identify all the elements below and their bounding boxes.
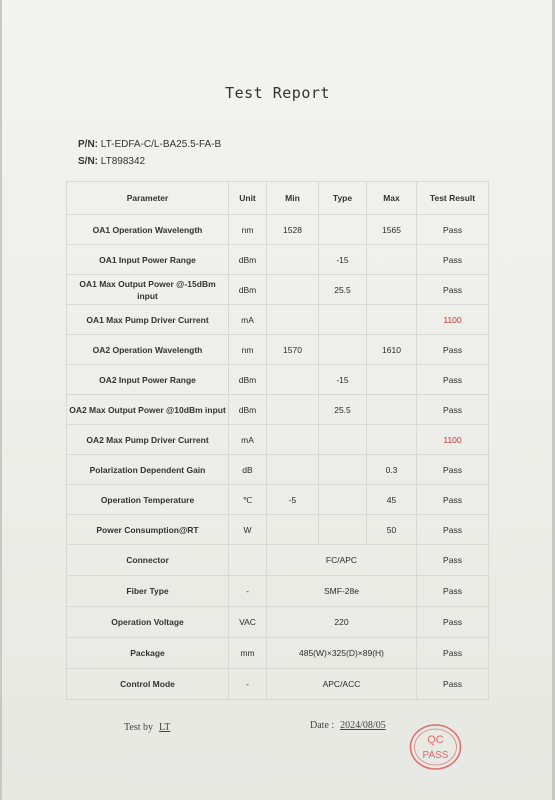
row-unit: dBm <box>229 395 267 425</box>
row-unit: dBm <box>229 245 267 275</box>
row-type: 25.5 <box>319 395 367 425</box>
header-unit: Unit <box>229 182 267 215</box>
row-type: -15 <box>319 245 367 275</box>
row-result: 1100 <box>417 305 489 335</box>
table-row <box>67 335 489 365</box>
row-unit: nm <box>229 335 267 365</box>
row-result: Pass <box>417 515 489 545</box>
row-max: 50 <box>367 515 417 545</box>
test-report-table <box>66 181 489 700</box>
row-unit: mm <box>229 638 267 669</box>
table-row <box>67 395 489 425</box>
row-type <box>319 515 367 545</box>
row-result: Pass <box>417 275 489 305</box>
row-result: Pass <box>417 395 489 425</box>
row-value: 485(W)×325(D)×89(H) <box>267 638 417 669</box>
row-max <box>367 305 417 335</box>
row-max: 45 <box>367 485 417 515</box>
row-result: Pass <box>417 455 489 485</box>
row-parameter: OA1 Input Power Range <box>67 245 229 275</box>
row-type <box>319 215 367 245</box>
table-row <box>67 638 489 669</box>
row-min <box>267 515 319 545</box>
row-parameter: OA1 Max Output Power @-15dBm input <box>67 275 229 305</box>
row-value: 220 <box>267 607 417 638</box>
table-row <box>67 245 489 275</box>
table-row <box>67 515 489 545</box>
row-parameter: OA1 Max Pump Driver Current <box>67 305 229 335</box>
serial-number-value: LT898342 <box>100 156 146 167</box>
row-result: 1100 <box>417 425 489 455</box>
row-result: Pass <box>417 365 489 395</box>
row-min <box>267 455 319 485</box>
row-min: 1528 <box>267 215 319 245</box>
row-result: Pass <box>417 638 489 669</box>
page-title: Test Report <box>225 84 330 102</box>
row-min: 1570 <box>267 335 319 365</box>
table-row <box>67 669 489 700</box>
row-type: 25.5 <box>319 275 367 305</box>
row-unit: dBm <box>229 275 267 305</box>
row-unit: W <box>229 515 267 545</box>
date-label: Date : <box>310 720 335 731</box>
row-min <box>267 245 319 275</box>
row-max <box>367 395 417 425</box>
table-row <box>67 576 489 607</box>
row-result: Pass <box>417 215 489 245</box>
row-result: Pass <box>417 335 489 365</box>
row-result: Pass <box>417 545 489 576</box>
part-number-value: LT-EDFA-C/L-BA25.5-FA-B <box>100 139 222 150</box>
row-min <box>267 365 319 395</box>
row-parameter: OA2 Input Power Range <box>67 365 229 395</box>
row-max <box>367 365 417 395</box>
serial-number-label: S/N: <box>78 156 98 167</box>
row-type <box>319 485 367 515</box>
qc-pass-stamp <box>408 722 463 772</box>
row-type <box>319 425 367 455</box>
part-number <box>78 139 221 150</box>
row-value: APC/ACC <box>267 669 417 700</box>
stamp-outer-ring <box>411 725 461 769</box>
row-result: Pass <box>417 576 489 607</box>
row-parameter: OA2 Operation Wavelength <box>67 335 229 365</box>
row-type <box>319 455 367 485</box>
row-parameter: Operation Voltage <box>67 607 229 638</box>
row-type: -15 <box>319 365 367 395</box>
test-by-value: LT <box>159 722 171 733</box>
row-result: Pass <box>417 245 489 275</box>
row-unit <box>229 545 267 576</box>
stamp-text-top: QC <box>427 734 444 746</box>
row-parameter: Package <box>67 638 229 669</box>
row-min <box>267 395 319 425</box>
table-row <box>67 275 489 305</box>
row-unit: dB <box>229 455 267 485</box>
row-min: -5 <box>267 485 319 515</box>
table-row <box>67 215 489 245</box>
table-header-row <box>67 182 489 215</box>
table-row <box>67 365 489 395</box>
header-parameter: Parameter <box>67 182 229 215</box>
row-value: FC/APC <box>267 545 417 576</box>
row-parameter: Fiber Type <box>67 576 229 607</box>
header-type: Type <box>319 182 367 215</box>
row-parameter: Control Mode <box>67 669 229 700</box>
row-unit: mA <box>229 305 267 335</box>
table-row <box>67 455 489 485</box>
table-row <box>67 607 489 638</box>
row-max <box>367 245 417 275</box>
header-max: Max <box>367 182 417 215</box>
row-parameter: OA2 Max Pump Driver Current <box>67 425 229 455</box>
row-max: 0.3 <box>367 455 417 485</box>
part-number-label: P/N: <box>78 139 98 150</box>
row-min <box>267 275 319 305</box>
row-parameter: OA1 Operation Wavelength <box>67 215 229 245</box>
table-row <box>67 425 489 455</box>
row-unit: - <box>229 576 267 607</box>
header-test-result: Test Result <box>417 182 489 215</box>
row-unit: nm <box>229 215 267 245</box>
row-unit: ℃ <box>229 485 267 515</box>
row-result: Pass <box>417 607 489 638</box>
row-value: SMF-28e <box>267 576 417 607</box>
serial-number <box>78 156 145 167</box>
row-unit: VAC <box>229 607 267 638</box>
row-type <box>319 335 367 365</box>
row-type <box>319 305 367 335</box>
row-parameter: OA2 Max Output Power @10dBm input <box>67 395 229 425</box>
row-max: 1610 <box>367 335 417 365</box>
stamp-text-bottom: PASS <box>422 750 449 761</box>
row-max: 1565 <box>367 215 417 245</box>
row-min <box>267 305 319 335</box>
row-unit: mA <box>229 425 267 455</box>
row-min <box>267 425 319 455</box>
row-unit: dBm <box>229 365 267 395</box>
row-parameter: Connector <box>67 545 229 576</box>
row-result: Pass <box>417 485 489 515</box>
table-row <box>67 545 489 576</box>
date-value: 2024/08/05 <box>340 720 386 731</box>
row-parameter: Operation Temperature <box>67 485 229 515</box>
row-result: Pass <box>417 669 489 700</box>
row-max <box>367 425 417 455</box>
row-max <box>367 275 417 305</box>
test-by <box>124 722 170 733</box>
header-min: Min <box>267 182 319 215</box>
row-parameter: Polarization Dependent Gain <box>67 455 229 485</box>
row-unit: - <box>229 669 267 700</box>
table-row <box>67 485 489 515</box>
table-row <box>67 305 489 335</box>
test-by-label: Test by <box>124 722 154 733</box>
report-date <box>310 720 386 731</box>
row-parameter: Power Consumption@RT <box>67 515 229 545</box>
